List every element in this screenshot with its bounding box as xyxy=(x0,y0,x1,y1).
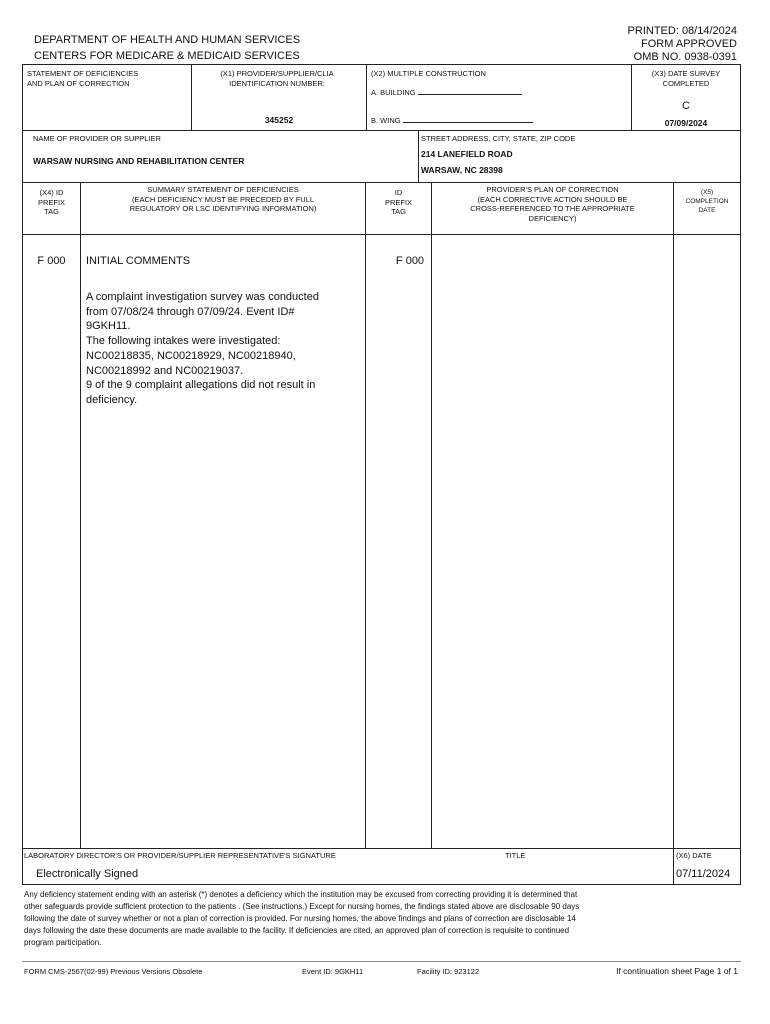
survey-completed-date: 07/09/2024 xyxy=(664,118,708,128)
form-approved: FORM APPROVED xyxy=(641,38,737,50)
summary-statement-header: SUMMARY STATEMENT OF DEFICIENCIES (EACH DEFICIENCY MUST BE PRECEDED BY FULL REGULATORY OR LSC IDENTIFYING INFORMATION) xyxy=(129,185,317,213)
signature-value: Electronically Signed xyxy=(36,868,139,880)
form-number: FORM CMS-2567(02-99) Previous Versions Obsolete xyxy=(24,967,203,976)
x2-label: (X2) MULTIPLE CONSTRUCTION xyxy=(371,69,486,78)
printed-date: PRINTED: 08/14/2024 xyxy=(627,25,737,37)
address-label: STREET ADDRESS, CITY, STATE, ZIP CODE xyxy=(421,134,576,143)
building-field xyxy=(371,86,522,98)
page-indicator: If continuation sheet Page 1 of 1 xyxy=(616,966,738,976)
deficiency-tag-left: F 000 xyxy=(37,255,66,267)
x1-label: (X1) PROVIDER/SUPPLIER/CLIA IDENTIFICATION NUMBER: xyxy=(220,69,334,88)
x3-label: (X3) DATE SURVEY COMPLETED xyxy=(651,69,721,88)
statement-label: STATEMENT OF DEFICIENCIES AND PLAN OF CORRECTION xyxy=(27,69,139,88)
building-blank-line xyxy=(418,86,522,95)
signature-date: 07/11/2024 xyxy=(676,868,731,880)
date-label: (X6) DATE xyxy=(676,851,712,860)
wing-label: B. WING xyxy=(371,116,401,125)
event-id: Event ID: 9GKH11 xyxy=(302,967,364,976)
id-prefix-tag-header: ID PREFIX TAG xyxy=(384,188,413,216)
agency-line-1: DEPARTMENT OF HEALTH AND HUMAN SERVICES xyxy=(34,34,301,46)
wing-field xyxy=(371,114,533,126)
x3-code: C xyxy=(682,100,690,112)
address-line-2: WARSAW, NC 28398 xyxy=(421,165,503,175)
facility-id: Facility ID: 923122 xyxy=(417,967,480,976)
plan-of-correction-header: PROVIDER'S PLAN OF CORRECTION (EACH CORRECTIVE ACTION SHOULD BE CROSS-REFERENCED TO THE APPROPRIATE DEFICIENCY) xyxy=(470,185,635,223)
agency-line-2: CENTERS FOR MEDICARE & MEDICAID SERVICES xyxy=(34,50,300,62)
provider-id-value: 345252 xyxy=(264,115,294,125)
title-label: TITLE xyxy=(505,851,526,860)
x4-prefix-tag-header: (X4) ID PREFIX TAG xyxy=(37,188,66,216)
complaint-survey-comment: A complaint investigation survey was conducted from 07/08/24 through 07/09/24. Event ID# 9GKH11. The following intakes were investigated: NC00218835, NC00218929, NC00218940, NC00218992 and NC00219037. 9 of the 9 complaint allegations did not result in deficiency. xyxy=(86,291,319,406)
signature-label: LABORATORY DIRECTOR'S OR PROVIDER/SUPPLIER REPRESENTATIVE'S SIGNATURE xyxy=(24,851,336,860)
disclaimer-text: Any deficiency statement ending with an asterisk (*) denotes a deficiency which the institution may be excused from correcting providing it is determined that other safeguards provide sufficient protection to the patients . (See instructions.) Except for nursing homes, the findings stated above are disclosable 90 days following the date of survey whether or not a plan of correction is provided. For nursing homes, the above findings and plans of correction are disclosable 14 days following the date these documents are made available to the facility. If deficiencies are cited, an approved plan of correction is requisite to continued program participation. xyxy=(24,890,580,947)
wing-blank-line xyxy=(403,114,533,123)
comments-heading: INITIAL COMMENTS xyxy=(86,255,191,267)
deficiency-tag-right: F 000 xyxy=(395,255,425,267)
provider-name: WARSAW NURSING AND REHABILITATION CENTER xyxy=(33,156,245,166)
omb-number: OMB NO. 0938-0391 xyxy=(633,51,737,63)
address-line-1: 214 LANEFIELD ROAD xyxy=(421,149,513,159)
completion-date-header: (X5) COMPLETION DATE xyxy=(685,189,729,214)
building-label: A. BUILDING xyxy=(371,88,416,97)
provider-name-label: NAME OF PROVIDER OR SUPPLIER xyxy=(33,134,161,143)
